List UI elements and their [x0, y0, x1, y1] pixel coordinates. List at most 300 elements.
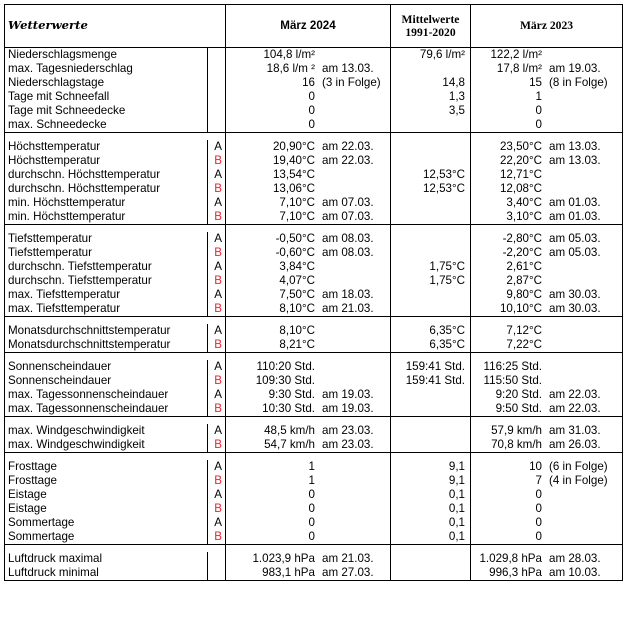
- value-2024-cell: [226, 438, 391, 453]
- value-2024-cell: [226, 140, 391, 154]
- value-2024: -0,50°C: [275, 232, 315, 246]
- value-2023-cell: [471, 48, 623, 63]
- row-label: Sommertage: [5, 516, 208, 530]
- value-2024-cell: [226, 196, 391, 210]
- row-label: max. Tagessonnenscheindauer: [5, 402, 208, 417]
- value-2023-cell: [471, 338, 623, 353]
- row-label: min. Höchsttemperatur: [5, 210, 208, 225]
- value-2023: -2,20°C: [502, 246, 542, 260]
- value-2023: 116:25 Std.: [483, 360, 542, 374]
- note-2024: am 21.03.: [322, 302, 374, 316]
- value-2024: 13,06°C: [272, 182, 315, 196]
- value-mittel-cell: [391, 246, 471, 260]
- value-mittel: 0,1: [448, 488, 465, 502]
- value-2023: 0: [535, 104, 542, 118]
- note-2023: [542, 48, 549, 62]
- value-2024: 1.023,9 hPa: [252, 552, 315, 566]
- value-2024-cell: [226, 154, 391, 168]
- value-2024-cell: [226, 530, 391, 545]
- note-2023: [542, 360, 549, 374]
- value-2024: 7,10°C: [279, 210, 315, 224]
- station-suffix: B: [208, 374, 226, 388]
- station-suffix: B: [208, 530, 226, 545]
- value-2023: 0: [535, 502, 542, 516]
- station-suffix: A: [208, 260, 226, 274]
- row-label: Eistage: [5, 502, 208, 516]
- value-mittel: 9,1: [448, 460, 465, 474]
- value-2024-cell: [226, 474, 391, 488]
- value-mittel-cell: [391, 118, 471, 133]
- table-row: [5, 48, 623, 63]
- value-2023: 17,8 l/m²: [496, 62, 542, 76]
- value-2024-cell: [226, 360, 391, 374]
- table-row: [5, 488, 623, 502]
- value-2023: 12,71°C: [499, 168, 542, 182]
- value-mittel: 14,8: [442, 76, 465, 90]
- spacer-cell: [391, 225, 471, 233]
- value-2023-cell: [471, 260, 623, 274]
- value-2024: 1: [308, 474, 315, 488]
- spacer-cell: [471, 133, 623, 141]
- note-2023: (4 in Folge): [549, 474, 608, 488]
- note-2024: am 21.03.: [322, 552, 374, 566]
- station-suffix: B: [208, 502, 226, 516]
- spacer-cell: [226, 545, 391, 553]
- note-2023: [542, 118, 549, 132]
- spacer-cell: [5, 133, 226, 141]
- value-2024-cell: [226, 118, 391, 133]
- spacer-cell: [471, 453, 623, 461]
- table-row: [5, 288, 623, 302]
- value-mittel-cell: [391, 302, 471, 317]
- value-2024: 10:30 Std.: [262, 402, 315, 416]
- value-2023-cell: [471, 140, 623, 154]
- value-2024: 7,50°C: [279, 288, 315, 302]
- spacer-cell: [391, 133, 471, 141]
- value-2024: 0: [308, 488, 315, 502]
- station-suffix: A: [208, 360, 226, 374]
- spacer-cell: [5, 545, 226, 553]
- note-2023: [542, 488, 549, 502]
- value-2024-cell: [226, 288, 391, 302]
- value-2023-cell: [471, 460, 623, 474]
- row-label: Frosttage: [5, 474, 208, 488]
- spacer-cell: [471, 545, 623, 553]
- column-header-2023: März 2023: [471, 5, 623, 48]
- row-label: Tiefsttemperatur: [5, 246, 208, 260]
- spacer-cell: [471, 353, 623, 361]
- value-mittel-cell: [391, 530, 471, 545]
- value-2023-cell: [471, 488, 623, 502]
- value-mittel-cell: [391, 62, 471, 76]
- row-label: max. Windgeschwindigkeit: [5, 424, 208, 438]
- value-mittel: 159:41 Std.: [405, 360, 465, 374]
- value-2023-cell: [471, 502, 623, 516]
- value-2024-cell: [226, 104, 391, 118]
- value-2024-cell: [226, 552, 391, 566]
- value-2024: 110:20 Std.: [256, 360, 315, 374]
- value-2024-cell: [226, 48, 391, 63]
- value-2023-cell: [471, 516, 623, 530]
- mittelwerte-label: Mittelwerte: [401, 12, 460, 26]
- note-2024: [315, 374, 322, 388]
- row-label: Luftdruck maximal: [5, 552, 208, 566]
- value-mittel-cell: [391, 424, 471, 438]
- table-row: [5, 210, 623, 225]
- value-2023: 0: [535, 488, 542, 502]
- note-2024: am 13.03.: [322, 62, 374, 76]
- station-suffix: B: [208, 246, 226, 260]
- spacer-cell: [226, 225, 391, 233]
- spacer-row: [5, 545, 623, 553]
- value-2024: 3,84°C: [279, 260, 315, 274]
- value-2024: 0: [308, 530, 315, 544]
- value-2024-cell: [226, 168, 391, 182]
- spacer-cell: [5, 317, 226, 325]
- table-row: [5, 90, 623, 104]
- note-2023: am 05.03.: [549, 232, 601, 246]
- value-mittel: 3,5: [448, 104, 465, 118]
- note-2023: [542, 502, 549, 516]
- value-2023: 10,10°C: [499, 302, 542, 316]
- value-2023: 10: [529, 460, 542, 474]
- row-label: durchschn. Höchsttemperatur: [5, 182, 208, 196]
- table-row: [5, 118, 623, 133]
- table-row: [5, 154, 623, 168]
- value-2024-cell: [226, 516, 391, 530]
- table-title: Wetterwerte: [5, 5, 226, 48]
- spacer-cell: [391, 453, 471, 461]
- mittelwerte-period: 1991-2020: [405, 26, 456, 39]
- value-2024: 8,21°C: [279, 338, 315, 352]
- value-2024-cell: [226, 302, 391, 317]
- value-2024-cell: [226, 62, 391, 76]
- row-label: durchschn. Tiefsttemperatur: [5, 260, 208, 274]
- spacer-cell: [391, 317, 471, 325]
- value-mittel-cell: [391, 140, 471, 154]
- value-2024: 8,10°C: [279, 302, 315, 316]
- note-2023: [542, 104, 549, 118]
- row-label: Niederschlagsmenge: [5, 48, 208, 63]
- note-2024: am 27.03.: [322, 566, 374, 580]
- value-mittel: 0,1: [448, 516, 465, 530]
- value-2023-cell: [471, 62, 623, 76]
- note-2024: am 22.03.: [322, 154, 374, 168]
- spacer-row: [5, 317, 623, 325]
- value-2023-cell: [471, 474, 623, 488]
- value-2023-cell: [471, 154, 623, 168]
- value-mittel-cell: [391, 182, 471, 196]
- value-2023: 9,80°C: [506, 288, 542, 302]
- value-2024: -0,60°C: [275, 246, 315, 260]
- note-2023: [542, 274, 549, 288]
- note-2024: am 19.03.: [322, 402, 374, 416]
- station-suffix: B: [208, 338, 226, 353]
- value-2023: 7,22°C: [506, 338, 542, 352]
- table-row: [5, 502, 623, 516]
- note-2023: am 30.03.: [549, 288, 601, 302]
- note-2024: [315, 104, 322, 118]
- table-row: [5, 460, 623, 474]
- value-2023-cell: [471, 182, 623, 196]
- value-mittel: 1,75°C: [429, 260, 465, 274]
- row-label: Sommertage: [5, 530, 208, 545]
- row-label: max. Tagessonnenscheindauer: [5, 388, 208, 402]
- station-suffix: [208, 118, 226, 133]
- value-2023: 15: [529, 76, 542, 90]
- station-suffix: B: [208, 274, 226, 288]
- value-2023-cell: [471, 288, 623, 302]
- value-2024: 9:30 Std.: [268, 388, 315, 402]
- value-2023: 3,10°C: [506, 210, 542, 224]
- value-mittel-cell: [391, 76, 471, 90]
- note-2023: am 10.03.: [549, 566, 601, 580]
- value-2023: 7,12°C: [506, 324, 542, 338]
- row-label: max. Windgeschwindigkeit: [5, 438, 208, 453]
- table-row: [5, 104, 623, 118]
- note-2023: am 31.03.: [549, 424, 601, 438]
- spacer-row: [5, 225, 623, 233]
- value-2024-cell: [226, 402, 391, 417]
- note-2024: [315, 474, 322, 488]
- station-suffix: [208, 62, 226, 76]
- weather-table: [4, 4, 623, 581]
- row-label: Monatsdurchschnittstemperatur: [5, 324, 208, 338]
- spacer-cell: [226, 317, 391, 325]
- table-row: [5, 260, 623, 274]
- row-label: Tiefsttemperatur: [5, 232, 208, 246]
- note-2024: am 22.03.: [322, 140, 374, 154]
- table-row: [5, 182, 623, 196]
- note-2023: am 05.03.: [549, 246, 601, 260]
- row-label: durchschn. Tiefsttemperatur: [5, 274, 208, 288]
- station-suffix: [208, 48, 226, 63]
- value-mittel: 79,6 l/m²: [419, 48, 465, 62]
- value-2024-cell: [226, 502, 391, 516]
- value-2023-cell: [471, 424, 623, 438]
- value-2023-cell: [471, 196, 623, 210]
- value-2023-cell: [471, 302, 623, 317]
- spacer-cell: [5, 417, 226, 425]
- value-2023: -2,80°C: [502, 232, 542, 246]
- value-mittel: 6,35°C: [429, 338, 465, 352]
- row-label: Tage mit Schneefall: [5, 90, 208, 104]
- value-mittel: 6,35°C: [429, 324, 465, 338]
- note-2024: am 19.03.: [322, 388, 374, 402]
- value-2023-cell: [471, 360, 623, 374]
- value-mittel: 159:41 Std.: [405, 374, 465, 388]
- note-2023: [542, 338, 549, 352]
- value-mittel-cell: [391, 168, 471, 182]
- spacer-row: [5, 353, 623, 361]
- station-suffix: [208, 104, 226, 118]
- station-suffix: A: [208, 488, 226, 502]
- note-2024: am 18.03.: [322, 288, 374, 302]
- station-suffix: A: [208, 388, 226, 402]
- value-mittel-cell: [391, 260, 471, 274]
- row-label: Sonnenscheindauer: [5, 374, 208, 388]
- value-mittel-cell: [391, 402, 471, 417]
- row-label: max. Schneedecke: [5, 118, 208, 133]
- value-2024: 8,10°C: [279, 324, 315, 338]
- note-2023: am 28.03.: [549, 552, 601, 566]
- row-label: Frosttage: [5, 460, 208, 474]
- value-2024: 983,1 hPa: [262, 566, 315, 580]
- value-2023-cell: [471, 76, 623, 90]
- note-2023: [542, 516, 549, 530]
- value-2024-cell: [226, 210, 391, 225]
- note-2024: [315, 168, 322, 182]
- value-2024-cell: [226, 388, 391, 402]
- value-2024: 4,07°C: [279, 274, 315, 288]
- table-row: [5, 274, 623, 288]
- value-mittel-cell: [391, 154, 471, 168]
- note-2024: am 07.03.: [322, 196, 374, 210]
- table-row: [5, 388, 623, 402]
- station-suffix: A: [208, 196, 226, 210]
- column-header-mittelwerte: [391, 5, 471, 48]
- value-2024: 0: [308, 104, 315, 118]
- note-2024: am 08.03.: [322, 232, 374, 246]
- value-2024: 0: [308, 118, 315, 132]
- value-2023: 1: [535, 90, 542, 104]
- value-2024-cell: [226, 488, 391, 502]
- value-2023: 70,8 km/h: [491, 438, 542, 452]
- spacer-cell: [471, 317, 623, 325]
- value-2024-cell: [226, 374, 391, 388]
- note-2024: (3 in Folge): [322, 76, 381, 90]
- value-2023: 9:20 Std.: [495, 388, 542, 402]
- value-2024-cell: [226, 566, 391, 581]
- value-2024-cell: [226, 260, 391, 274]
- value-2024: 54,7 km/h: [264, 438, 315, 452]
- table-row: [5, 360, 623, 374]
- value-mittel-cell: [391, 338, 471, 353]
- value-2023: 996,3 hPa: [489, 566, 542, 580]
- value-2024: 0: [308, 502, 315, 516]
- value-2023-cell: [471, 168, 623, 182]
- note-2023: am 13.03.: [549, 154, 601, 168]
- value-2024: 109:30 Std.: [255, 374, 315, 388]
- value-2024: 1: [308, 460, 315, 474]
- value-2023: 2,61°C: [506, 260, 542, 274]
- value-2024: 19,40°C: [272, 154, 315, 168]
- spacer-row: [5, 453, 623, 461]
- value-2023-cell: [471, 374, 623, 388]
- value-2023: 9:50 Std.: [495, 402, 542, 416]
- value-mittel-cell: [391, 196, 471, 210]
- note-2023: am 30.03.: [549, 302, 601, 316]
- station-suffix: B: [208, 210, 226, 225]
- value-2023-cell: [471, 90, 623, 104]
- row-label: Höchsttemperatur: [5, 140, 208, 154]
- note-2024: [315, 324, 322, 338]
- value-mittel-cell: [391, 274, 471, 288]
- table-row: [5, 530, 623, 545]
- note-2024: [315, 118, 322, 132]
- station-suffix: A: [208, 516, 226, 530]
- note-2023: [542, 182, 549, 196]
- table-row: [5, 302, 623, 317]
- table-row: [5, 474, 623, 488]
- spacer-cell: [226, 417, 391, 425]
- value-mittel: 0,1: [448, 530, 465, 544]
- spacer-cell: [5, 453, 226, 461]
- value-2023-cell: [471, 118, 623, 133]
- note-2024: [315, 48, 322, 62]
- value-mittel-cell: [391, 516, 471, 530]
- value-mittel-cell: [391, 488, 471, 502]
- value-2023: 0: [535, 118, 542, 132]
- value-2023-cell: [471, 104, 623, 118]
- value-2024-cell: [226, 324, 391, 338]
- value-mittel-cell: [391, 474, 471, 488]
- value-mittel-cell: [391, 502, 471, 516]
- table-row: [5, 232, 623, 246]
- spacer-cell: [226, 133, 391, 141]
- value-2024: 13,54°C: [272, 168, 315, 182]
- row-label: Niederschlagstage: [5, 76, 208, 90]
- spacer-cell: [226, 353, 391, 361]
- value-2024: 48,5 km/h: [264, 424, 315, 438]
- note-2023: [542, 374, 549, 388]
- note-2024: am 23.03.: [322, 438, 374, 452]
- value-2024-cell: [226, 424, 391, 438]
- value-2024-cell: [226, 182, 391, 196]
- value-2024: 18,6 l/m ²: [266, 62, 315, 76]
- row-label: Luftdruck minimal: [5, 566, 208, 581]
- value-2023-cell: [471, 210, 623, 225]
- station-suffix: B: [208, 474, 226, 488]
- row-label: Eistage: [5, 488, 208, 502]
- value-mittel-cell: [391, 324, 471, 338]
- value-2023-cell: [471, 232, 623, 246]
- note-2023: am 01.03.: [549, 210, 601, 224]
- table-row: [5, 168, 623, 182]
- value-2024: 104,8 l/m²: [263, 48, 315, 62]
- value-2023-cell: [471, 402, 623, 417]
- value-2023: 7: [535, 474, 542, 488]
- value-mittel: 9,1: [448, 474, 465, 488]
- note-2023: (6 in Folge): [549, 460, 608, 474]
- station-suffix: B: [208, 154, 226, 168]
- table-row: [5, 140, 623, 154]
- spacer-cell: [226, 453, 391, 461]
- note-2023: am 26.03.: [549, 438, 601, 452]
- value-2023: 0: [535, 530, 542, 544]
- spacer-cell: [391, 353, 471, 361]
- note-2023: (8 in Folge): [549, 76, 608, 90]
- value-2024: 0: [308, 516, 315, 530]
- table-row: [5, 76, 623, 90]
- value-2023-cell: [471, 274, 623, 288]
- spacer-row: [5, 133, 623, 141]
- value-2023: 1.029,8 hPa: [479, 552, 542, 566]
- note-2024: [315, 460, 322, 474]
- value-2024-cell: [226, 460, 391, 474]
- station-suffix: B: [208, 438, 226, 453]
- value-mittel-cell: [391, 438, 471, 453]
- spacer-cell: [471, 417, 623, 425]
- note-2024: [315, 530, 322, 544]
- note-2024: [315, 488, 322, 502]
- spacer-cell: [391, 545, 471, 553]
- value-2023-cell: [471, 324, 623, 338]
- value-2023-cell: [471, 530, 623, 545]
- station-suffix: A: [208, 424, 226, 438]
- table-row: [5, 402, 623, 417]
- table-row: [5, 438, 623, 453]
